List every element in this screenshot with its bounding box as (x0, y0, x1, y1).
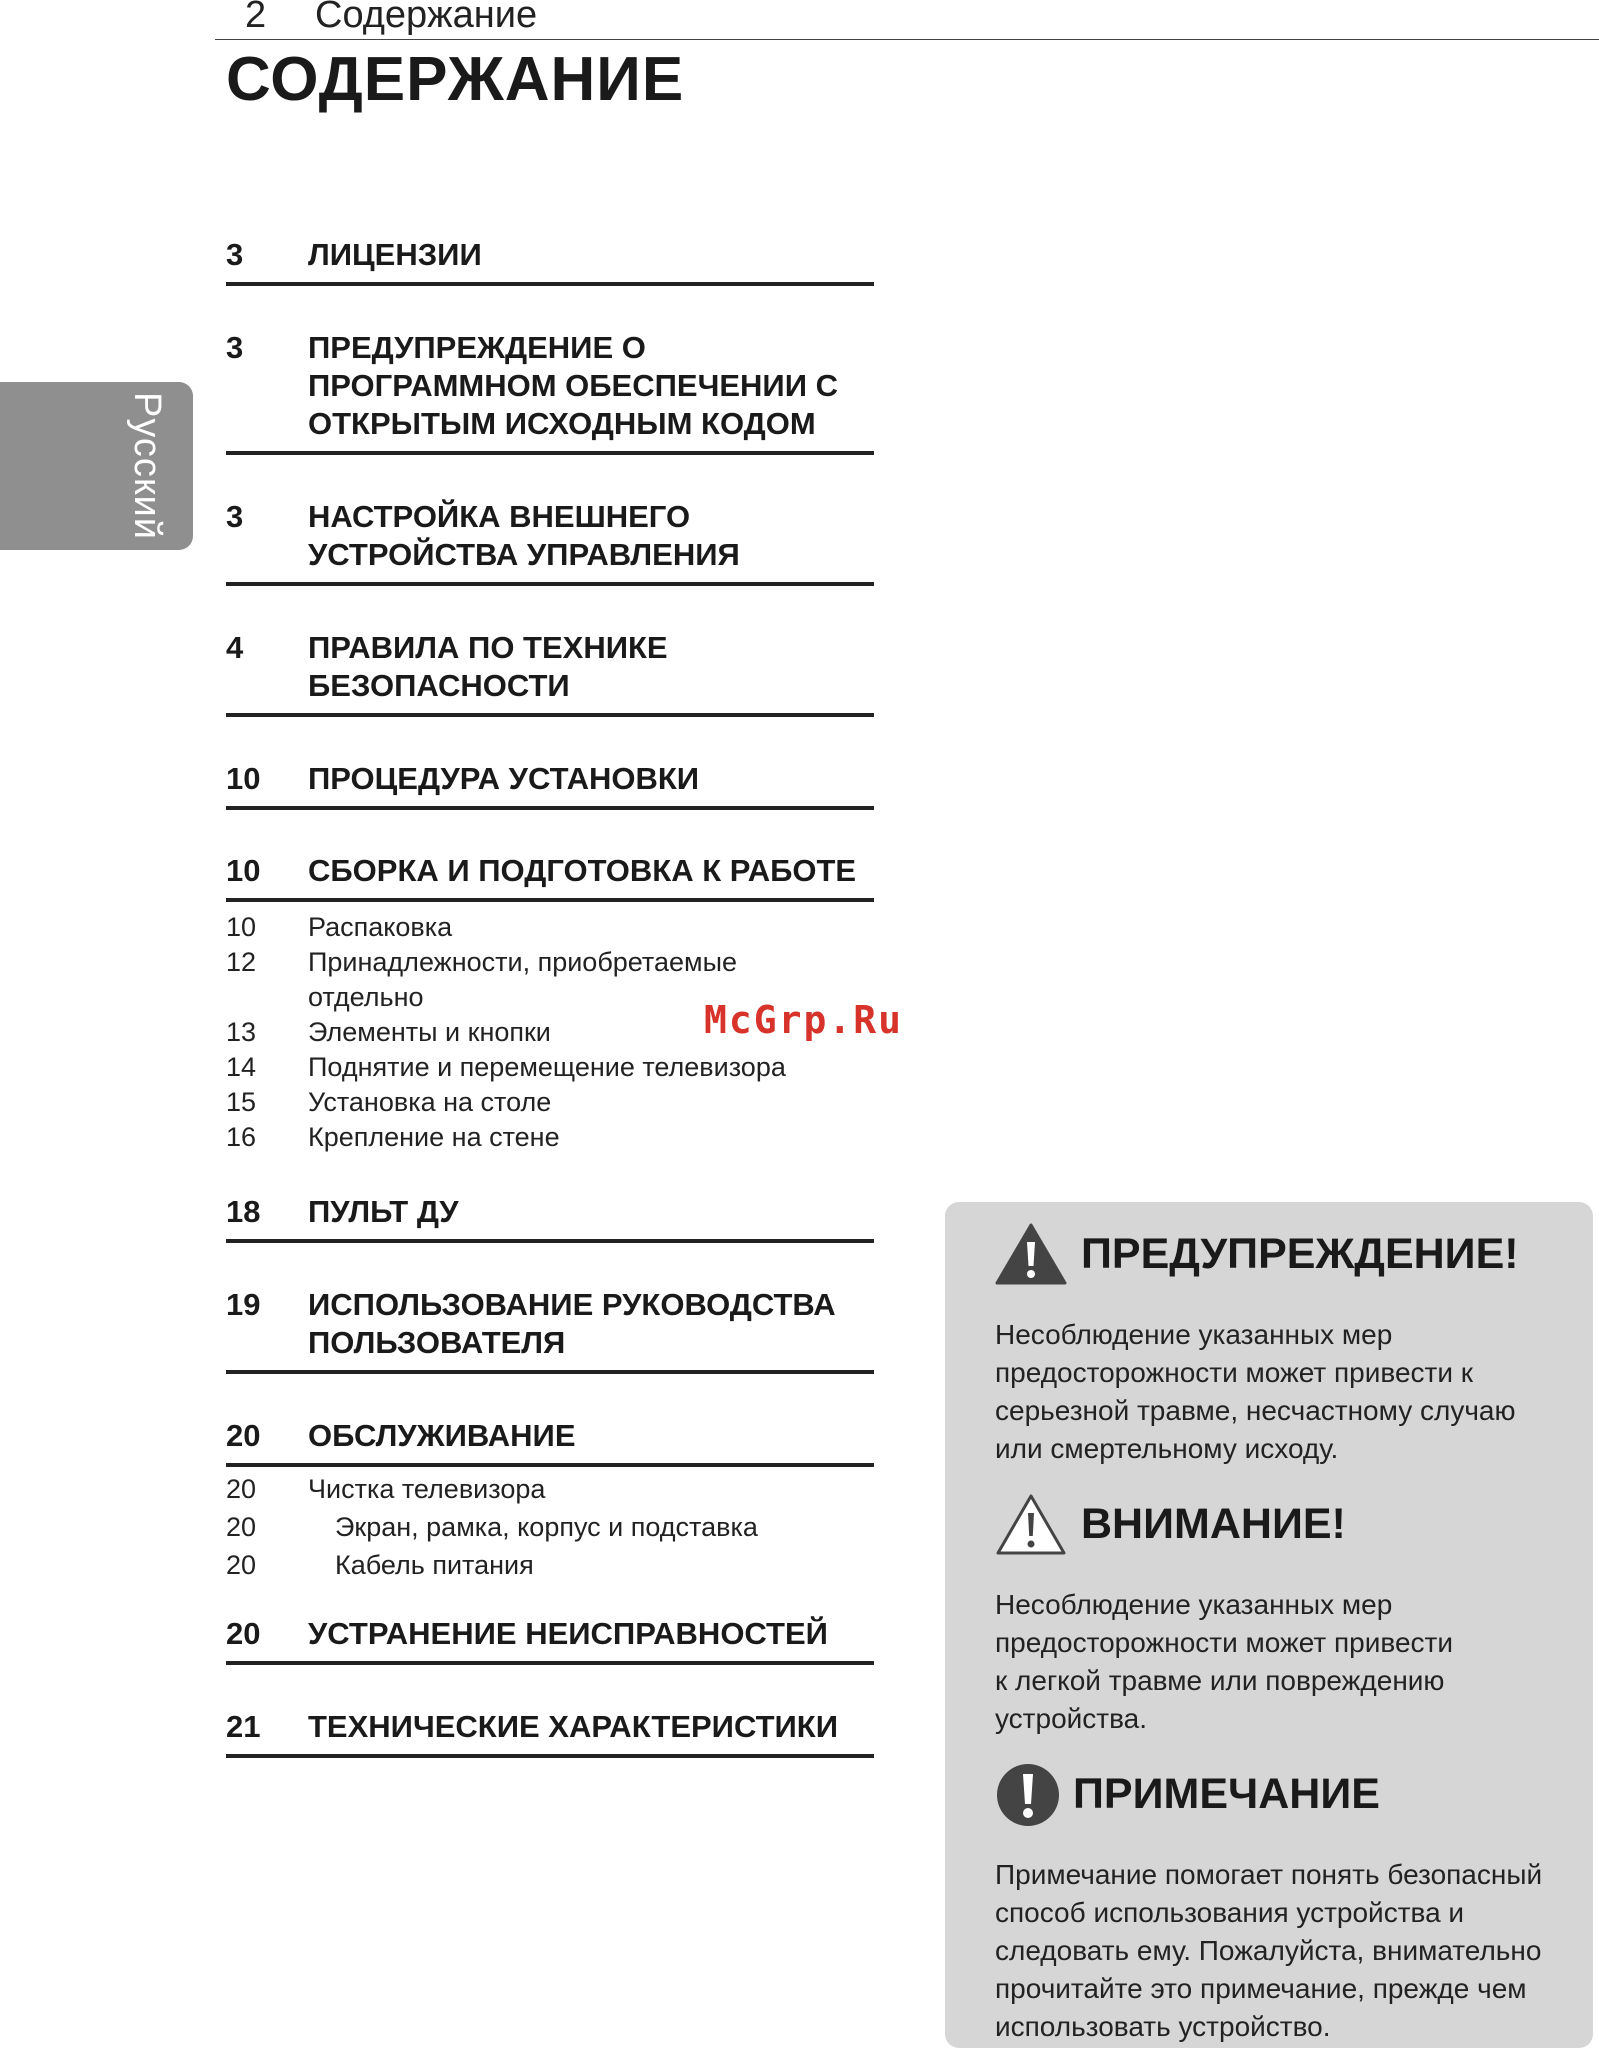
toc-section-troubleshooting[interactable] (226, 1615, 874, 1665)
toc-subitem-page: 15 (226, 1087, 257, 1117)
toc-subitem-page: 13 (226, 1017, 257, 1047)
page-number: 2 (245, 0, 267, 36)
toc-title: ТЕХНИЧЕСКИЕ ХАРАКТЕРИСТИКИ (308, 1709, 838, 1744)
language-tab-label: Русский (126, 392, 168, 540)
warning-line: Несоблюдение указанных мер (995, 1319, 1393, 1350)
toc-section-opensource[interactable] (226, 329, 874, 455)
toc-subitem-page: 20 (226, 1474, 257, 1504)
page-title: СОДЕРЖАНИЕ (226, 45, 685, 114)
toc-page: 20 (226, 1616, 261, 1651)
exclamation-circle-icon (995, 1762, 1061, 1828)
toc-page: 21 (226, 1709, 261, 1744)
toc-section-external-control[interactable] (226, 498, 874, 586)
toc-title-line: ИСПОЛЬЗОВАНИЕ РУКОВОДСТВА (308, 1287, 836, 1322)
caution-text (995, 1586, 1575, 1738)
toc-page: 3 (226, 330, 244, 365)
running-header (215, 0, 1599, 40)
toc-section-safety[interactable] (226, 629, 874, 717)
toc-page: 20 (226, 1418, 261, 1453)
toc-subitem-title: Распаковка (308, 912, 453, 942)
toc-section-assembly[interactable] (226, 852, 874, 902)
toc-title: СБОРКА И ПОДГОТОВКА К РАБОТЕ (308, 853, 857, 888)
toc-title-line: НАСТРОЙКА ВНЕШНЕГО (308, 499, 691, 534)
warning-text (995, 1316, 1575, 1468)
note-line: способ использования устройства и (995, 1897, 1465, 1928)
note-line: Примечание помогает понять безопасный (995, 1859, 1543, 1890)
toc-page: 10 (226, 853, 261, 888)
toc-page: 4 (226, 630, 244, 665)
caution-triangle-icon (995, 1492, 1067, 1556)
toc-section-licenses[interactable] (226, 236, 874, 286)
running-title: Содержание (315, 0, 538, 36)
toc-title-line: ПОЛЬЗОВАТЕЛЯ (308, 1325, 566, 1360)
toc-subitem-title: Установка на столе (308, 1087, 552, 1117)
caution-line: предосторожности может привести (995, 1627, 1453, 1658)
toc-title: ЛИЦЕНЗИИ (308, 237, 482, 272)
toc-title-line: ПРОГРАММНОМ ОБЕСПЕЧЕНИИ С (308, 368, 838, 403)
toc-subitem-title: Экран, рамка, корпус и подставка (335, 1512, 758, 1542)
toc-subitem-line: отдельно (308, 982, 424, 1012)
caution-title: ВНИМАНИЕ! (1081, 1500, 1346, 1548)
note-text (995, 1856, 1575, 2046)
caution-line: устройства. (995, 1703, 1148, 1734)
toc-subitem-title: Кабель питания (335, 1550, 534, 1580)
warning-triangle-icon (995, 1222, 1067, 1286)
toc-subitem-page: 16 (226, 1122, 257, 1152)
warning-title: ПРЕДУПРЕЖДЕНИЕ! (1081, 1230, 1519, 1278)
note-line: использовать устройство. (995, 2011, 1331, 2042)
caution-line: к легкой травме или повреждению (995, 1665, 1445, 1696)
toc-title: ПРОЦЕДУРА УСТАНОВКИ (308, 761, 700, 796)
toc-title: УСТРАНЕНИЕ НЕИСПРАВНОСТЕЙ (308, 1616, 828, 1651)
watermark: McGrp.Ru (704, 998, 904, 1042)
toc-section-specifications[interactable] (226, 1708, 874, 1758)
toc-subitem-page: 20 (226, 1512, 257, 1542)
warning-line: серьезной травме, несчастному случаю (995, 1395, 1516, 1426)
caution-line: Несоблюдение указанных мер (995, 1589, 1393, 1620)
toc-title-line: ОТКРЫТЫМ ИСХОДНЫМ КОДОМ (308, 406, 816, 441)
toc-subitem-page: 10 (226, 912, 257, 942)
note-line: следовать ему. Пожалуйста, внимательно (995, 1935, 1542, 1966)
toc-page: 3 (226, 499, 244, 534)
toc-subitem-page: 20 (226, 1550, 257, 1580)
toc-title-line: ПРЕДУПРЕЖДЕНИЕ О (308, 330, 646, 365)
toc-title: ПУЛЬТ ДУ (308, 1194, 459, 1229)
toc-subitem-title: Крепление на стене (308, 1122, 560, 1152)
toc-title-line: БЕЗОПАСНОСТИ (308, 668, 570, 703)
toc-page: 10 (226, 761, 261, 796)
toc-page: 19 (226, 1287, 261, 1322)
toc-page: 3 (226, 237, 244, 272)
caution-notice (995, 1492, 1575, 1744)
warning-notice (995, 1222, 1575, 1474)
toc-section-remote[interactable] (226, 1193, 874, 1243)
toc-subitem-title: Чистка телевизора (308, 1474, 546, 1504)
toc-section-maintenance[interactable] (226, 1417, 874, 1467)
toc-title: ОБСЛУЖИВАНИЕ (308, 1418, 576, 1453)
note-line: прочитайте это примечание, прежде чем (995, 1973, 1527, 2004)
note-notice (995, 1762, 1575, 2042)
warning-line: предосторожности может привести к (995, 1357, 1474, 1388)
warning-line: или смертельному исходу. (995, 1433, 1339, 1464)
toc-section-user-guide[interactable] (226, 1286, 874, 1374)
toc-section-installation[interactable] (226, 760, 874, 810)
toc-page: 18 (226, 1194, 261, 1229)
toc-subitem-title: Поднятие и перемещение телевизора (308, 1052, 786, 1082)
toc-subitem-page: 14 (226, 1052, 257, 1082)
toc-subitem-title: Элементы и кнопки (308, 1017, 551, 1047)
notice-panel (945, 1202, 1593, 2048)
toc-subitem-page: 12 (226, 947, 257, 977)
toc-title-line: ПРАВИЛА ПО ТЕХНИКЕ (308, 630, 668, 665)
toc-title-line: УСТРОЙСТВА УПРАВЛЕНИЯ (308, 537, 740, 572)
language-tab (0, 382, 193, 550)
note-title: ПРИМЕЧАНИЕ (1073, 1770, 1380, 1818)
toc-subitem-line: Принадлежности, приобретаемые (308, 947, 738, 977)
